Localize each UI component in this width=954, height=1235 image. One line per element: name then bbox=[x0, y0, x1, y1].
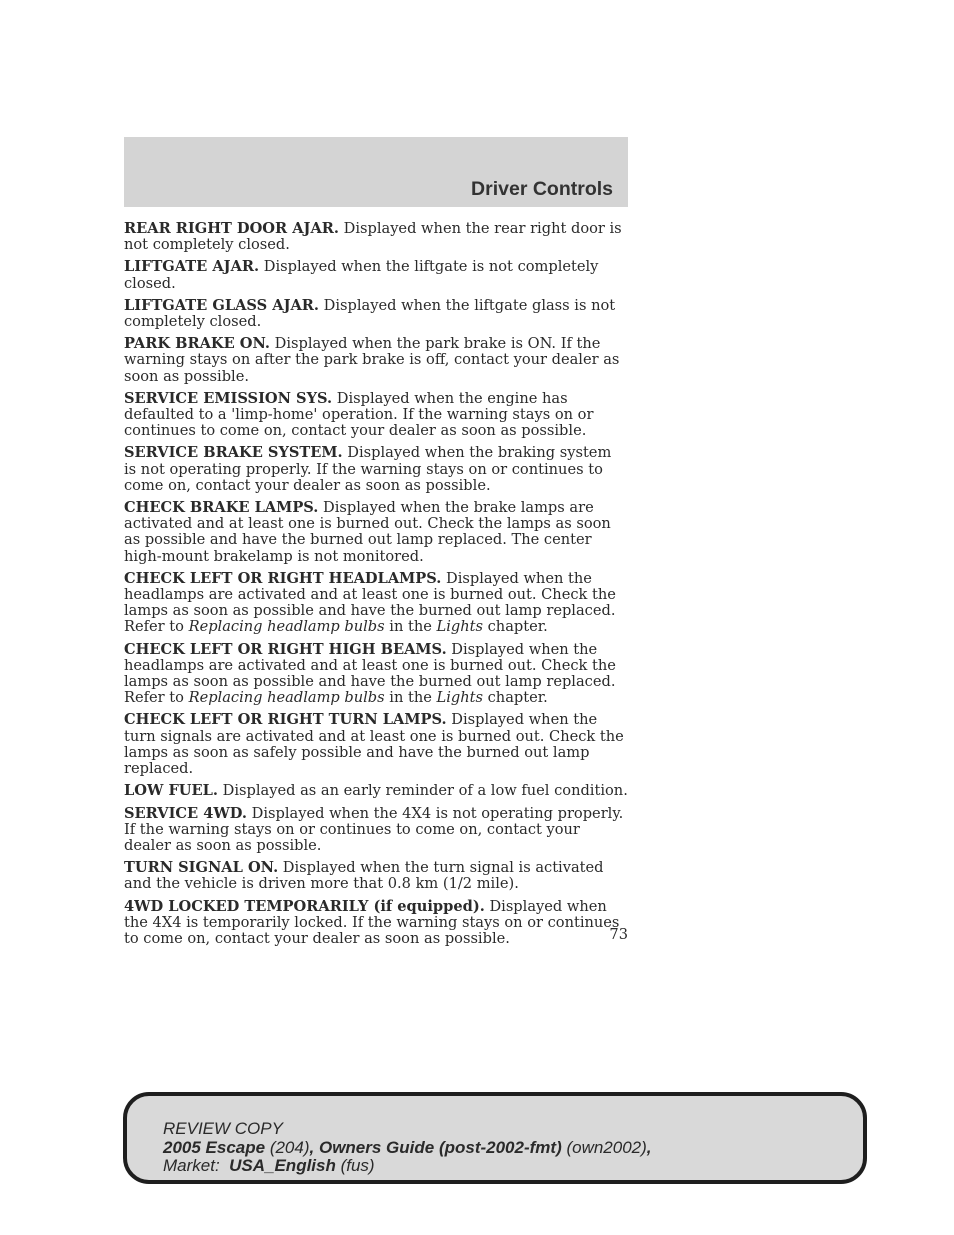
message-description: Displayed when the engine has defaulted to a 'limp-home' operation. If the warning stays on or continues to come on, contact your dealer as soon as possible. bbox=[124, 389, 594, 440]
message-term: TURN SIGNAL ON. bbox=[124, 859, 279, 877]
review-copy-footer bbox=[123, 1092, 867, 1184]
section-title: Driver Controls bbox=[471, 178, 613, 200]
message-term: LIFTGATE GLASS AJAR. bbox=[124, 296, 320, 314]
footer-market: USA_English bbox=[229, 1156, 336, 1175]
message-description: Displayed when the liftgate glass is not completely closed. bbox=[124, 296, 616, 331]
message-term: SERVICE 4WD. bbox=[124, 804, 247, 822]
message-term: CHECK LEFT OR RIGHT TURN LAMPS. bbox=[124, 711, 447, 729]
message-entry bbox=[124, 783, 628, 799]
footer-separator: , bbox=[309, 1137, 319, 1157]
message-entry bbox=[124, 445, 628, 494]
footer-model-code: (204) bbox=[265, 1137, 310, 1157]
footer-market-code: (fus) bbox=[335, 1156, 375, 1175]
cross-reference: Replacing headlamp bulbs bbox=[188, 689, 385, 707]
footer-model: 2005 Escape bbox=[163, 1137, 266, 1157]
message-entry bbox=[124, 391, 628, 440]
message-term: REAR RIGHT DOOR AJAR. bbox=[124, 220, 339, 237]
footer-guide: Owners Guide (post-2002-fmt) bbox=[318, 1137, 562, 1157]
message-entry bbox=[124, 259, 628, 291]
message-description: Displayed when the headlamps are activated and at least one is burned out. Check the lamps as soon as possible and have the burned out lamp replaced. Refer to bbox=[124, 640, 616, 707]
message-term: PARK BRAKE ON. bbox=[124, 335, 271, 353]
message-term: LOW FUEL. bbox=[124, 782, 218, 800]
message-term: 4WD LOCKED TEMPORARILY (if equipped). bbox=[124, 897, 485, 915]
chapter-reference: Lights bbox=[436, 689, 483, 707]
message-description: Displayed when the brake lamps are activated and at least one is burned out. Check the lamps as soon as possible and have the burned out lamp replaced. The center high-mount brakelamp is not monitored. bbox=[124, 499, 611, 565]
message-list bbox=[124, 221, 628, 953]
message-description: Displayed when the turn signals are activated and at least one is burned out. Check the lamps as soon as safely possible and have the burned out lamp replaced. bbox=[124, 711, 624, 778]
message-description: Displayed when the 4X4 is not operating properly. If the warning stays on or continues to come on, contact your dealer as soon as possible. bbox=[124, 804, 624, 854]
message-description: Displayed when the 4X4 is temporarily locked. If the warning stays on or continues to come on, contact your dealer as soon as possible. bbox=[124, 897, 620, 947]
message-description: Displayed when the braking system is not operating properly. If the warning stays on or continues to come on, contact your dealer as soon as possible. bbox=[124, 444, 612, 494]
footer-market-label: Market: bbox=[163, 1156, 230, 1175]
message-term: SERVICE EMISSION SYS. bbox=[124, 389, 333, 407]
message-term: CHECK LEFT OR RIGHT HEADLAMPS. bbox=[124, 569, 442, 587]
footer-text bbox=[163, 1120, 652, 1176]
message-description-cont: in the bbox=[384, 618, 437, 636]
message-description-end: chapter. bbox=[483, 618, 548, 636]
message-term: LIFTGATE AJAR. bbox=[124, 258, 260, 276]
footer-market-line bbox=[163, 1157, 652, 1176]
message-entry bbox=[124, 221, 628, 253]
section-header-bar bbox=[124, 137, 628, 207]
footer-review-label: REVIEW COPY bbox=[163, 1119, 283, 1138]
message-entry bbox=[124, 806, 628, 855]
message-entry bbox=[124, 500, 628, 565]
message-term: SERVICE BRAKE SYSTEM. bbox=[124, 444, 343, 462]
footer-separator: , bbox=[646, 1137, 652, 1157]
message-description: Displayed as an early reminder of a low fuel condition. bbox=[218, 782, 628, 800]
cross-reference: Replacing headlamp bulbs bbox=[188, 618, 385, 636]
message-description: Displayed when the turn signal is activated and the vehicle is driven more that 0.8 km (1/2 mile). bbox=[124, 859, 604, 893]
message-entry bbox=[124, 336, 628, 385]
page-number: 73 bbox=[609, 926, 628, 943]
footer-guide-code: (own2002) bbox=[561, 1137, 647, 1157]
message-term: CHECK LEFT OR RIGHT HIGH BEAMS. bbox=[124, 640, 447, 658]
message-entry bbox=[124, 642, 628, 707]
chapter-reference: Lights bbox=[436, 618, 483, 636]
message-description: Displayed when the headlamps are activated and at least one is burned out. Check the lamps as soon as possible and have the burned out lamp replaced. Refer to bbox=[124, 569, 616, 636]
message-entry bbox=[124, 298, 628, 330]
footer-model-line bbox=[163, 1139, 652, 1158]
message-description: Displayed when the rear right door is not completely closed. bbox=[124, 220, 622, 254]
message-term: CHECK BRAKE LAMPS. bbox=[124, 499, 319, 517]
message-entry bbox=[124, 571, 628, 636]
message-entry bbox=[124, 899, 628, 948]
message-description: Displayed when the liftgate is not completely closed. bbox=[124, 258, 599, 292]
message-description-end: chapter. bbox=[483, 689, 548, 707]
message-description-cont: in the bbox=[384, 689, 437, 707]
message-description: Displayed when the park brake is ON. If the warning stays on after the park brake is off, contact your dealer as soon as possible. bbox=[124, 335, 620, 385]
message-entry bbox=[124, 712, 628, 777]
message-entry bbox=[124, 860, 628, 892]
